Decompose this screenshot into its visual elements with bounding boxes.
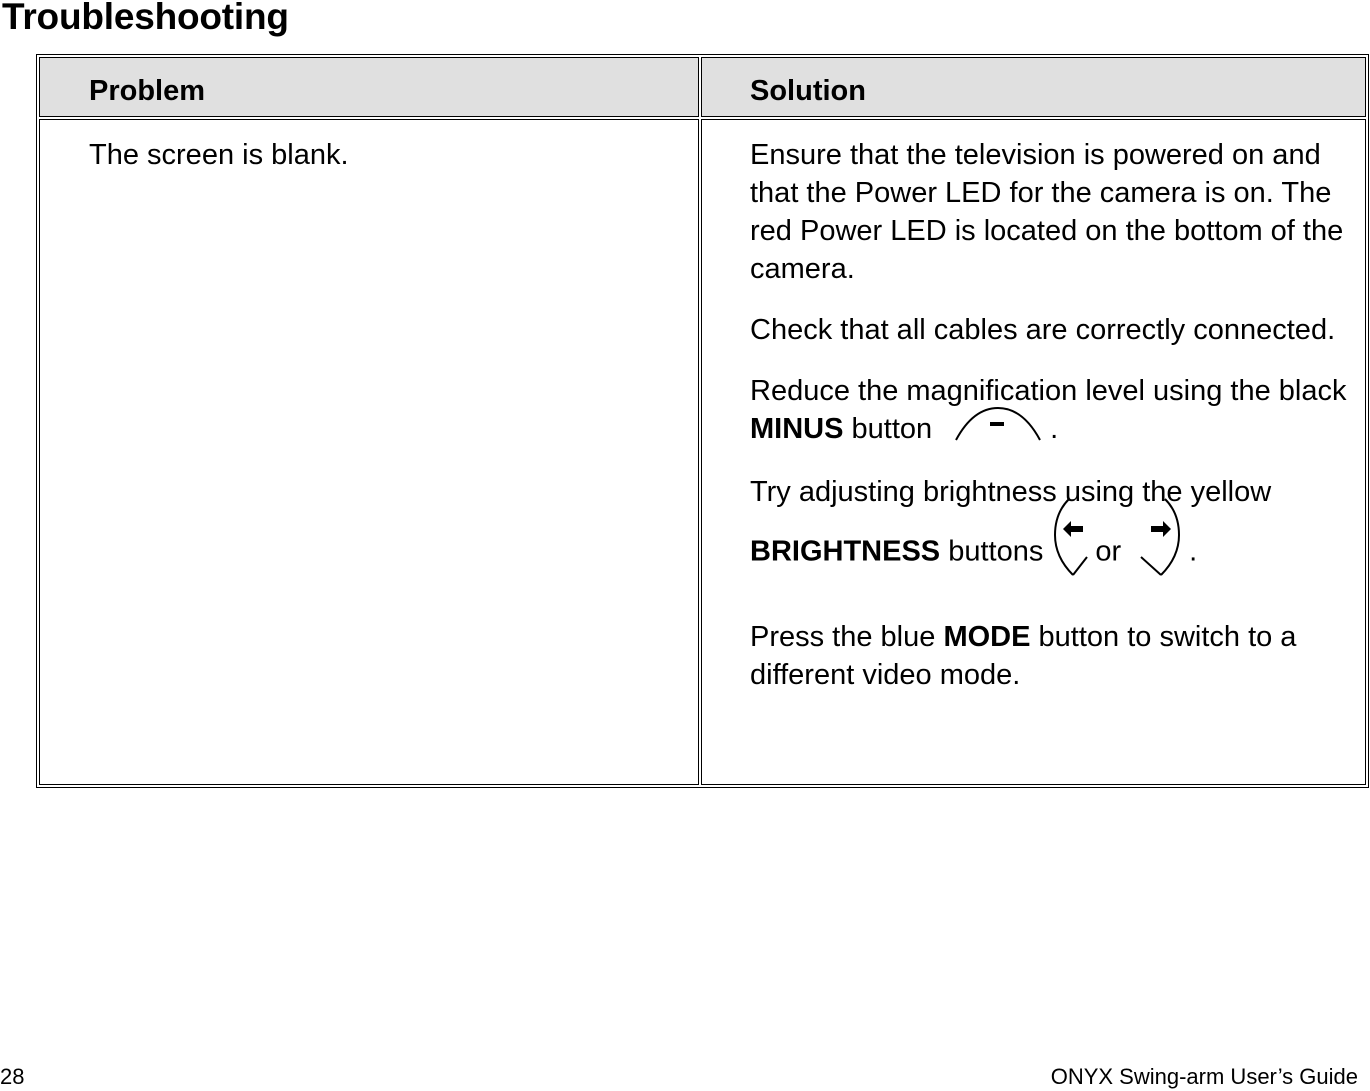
solution-header: Solution	[701, 57, 1366, 117]
mode-text-before: Press the blue	[750, 621, 944, 654]
guide-title: ONYX Swing-arm User’s Guide	[1050, 1064, 1358, 1089]
brightness-label: BRIGHTNESS	[750, 536, 941, 568]
brightness-right-button-icon	[1137, 495, 1185, 579]
minus-period: .	[1050, 413, 1059, 445]
brightness-period: .	[1189, 536, 1198, 568]
minus-text-before: Reduce the magnification level using the black	[750, 375, 1347, 407]
troubleshooting-table	[36, 54, 1369, 788]
minus-label: MINUS	[750, 413, 844, 445]
page-title: Troubleshooting	[2, 0, 289, 37]
solution-cell	[701, 119, 1366, 785]
brightness-left-button-icon	[1049, 495, 1091, 579]
solution-power-text: Ensure that the television is powered on and that the Power LED for the camera is on. The red Power LED is located on the bottom of the camera.	[750, 139, 1344, 285]
problem-header: Problem	[39, 57, 699, 117]
solution-cables-text: Check that all cables are correctly connected.	[750, 314, 1336, 346]
minus-text-after: button	[843, 413, 933, 445]
brightness-text-after: buttons	[940, 536, 1044, 568]
page-number: 28	[0, 1064, 25, 1089]
solution-minus-text	[750, 372, 1357, 450]
brightness-text-before: Try adjusting brightness using the yellow	[750, 476, 1272, 509]
table-row	[39, 119, 1366, 785]
solution-mode-text	[750, 618, 1357, 694]
minus-button-icon	[952, 404, 1044, 444]
mode-label: MODE	[943, 621, 1031, 654]
solution-brightness-text	[750, 473, 1357, 595]
mode-text-after: button to switch to a different video mode.	[750, 621, 1297, 692]
problem-cell: The screen is blank.	[39, 119, 699, 785]
table-header-row	[39, 57, 1366, 117]
brightness-or: or	[1095, 536, 1122, 568]
